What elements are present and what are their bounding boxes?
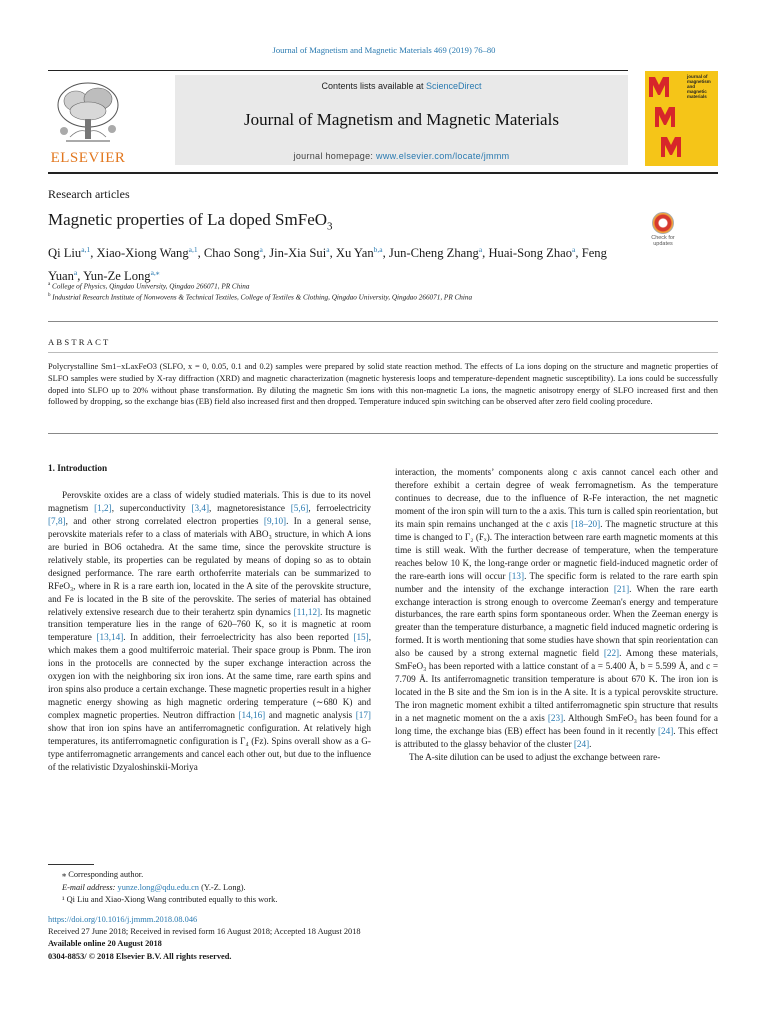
author-separator: , [262,246,270,261]
paper-title [48,210,333,232]
body-text: . Among these materials, SmFeO₃ has been reported with a lattice constant of a = 5.400 Å, b = 5.599 Å, and c = 7.709 Å. Its antiferromagnetic transition temperature is about 670 K. The iron ion is located in the B site and the Sm ion is in the A site. It is a typical perovskite structure. The iron magnetic moment exhibit a tilted antiferromagnetic spin structure that results in a net magnetic moment on the a axis [395,648,718,724]
body-text: interaction, the moments’ components along c axis cannot cancel each other and therefore exhibit a certain degree of weak ferromagnetism. As the temperature continues to decrease, due to the influence of R-Fe interaction, the net magnetic moment of the iron spin will turn to the a axis. This turn is called spin reorientation, but its main spin remains unchanged at the c axis [395,467,718,529]
body-text: and magnetic analysis [265,710,356,721]
reference-link[interactable]: [13,14] [96,632,124,643]
reference-link[interactable]: [23] [547,713,564,724]
reference-link[interactable]: [1,2] [94,502,112,513]
author[interactable] [97,246,198,260]
homepage-link[interactable]: www.elsevier.com/locate/jmmm [376,151,510,161]
abstract-body: Polycrystalline Sm1−xLaxFeO3 (SLFO, x = 0, 0.05, 0.1 and 0.2) samples were prepared by solid state reaction method. The effects of La ions doping on the structure and magnetic properties of SLFO samples were studied by X-ray diffraction (XRD) and magnetic characterization (magnetic hysteresis loops and temperature-dependent magnetic susceptibility). La ions could be successfully doped into SLFO up to 20% without phase transformation. By diluting the magnetic Sm ions with this non-magnetic La ions, the magnetic anisotropy energy of SLFO increased first and then followed by dropping, so the exchange bias (EB) field also increased first and then dropped. Temperature induced spin switching can be observed after zero field cooling procedure. [48,362,718,407]
available-online: Available online 20 August 2018 [48,939,162,949]
reference-link[interactable]: [14,16] [238,710,266,721]
homepage-label: journal homepage: [293,151,377,161]
body-text: , and other strong correlated electron properties [65,515,264,526]
body-text: , magnetoresistance [209,502,291,513]
body-text: . Its magnetic transition temperature lies in the range of 620–760 K, so it is magnetic at room temperature [48,606,371,643]
journal-citation[interactable]: Journal of Magnetism and Magnetic Materials 469 (2019) 76–80 [272,45,496,55]
masthead-bottom-rule [48,172,718,174]
intro-paragraph-1-continued [395,466,718,751]
abstract-top-rule [48,321,718,322]
paper-title-text: Magnetic properties of La doped SmFeO [48,210,328,229]
contents-line [175,81,628,91]
introduction-heading: 1. Introduction [48,463,108,473]
body-text: , superconductivity [111,502,192,513]
crossmark-label: Check for updates [651,235,675,247]
crossmark-icon [652,212,674,234]
abstract-bottom-rule [48,433,718,434]
author[interactable] [48,246,90,260]
body-text: show that iron ion spins have an antiferromagnetic configuration. At relatively high temperatures, its antiferromagnetic configuration is Γ₄ (Fz). Spins overall show as a G-type antiferromagnetic arrangements and cancel each other out, but due to the influence of the relativistic Dzyaloshinskii-Moriya [48,723,371,772]
author[interactable] [389,246,482,260]
reference-link[interactable]: [9,10] [263,515,287,526]
author-affiliation-mark[interactable]: a [326,245,330,254]
reference-link[interactable]: [24] [573,739,590,750]
elsevier-tree-icon [52,79,124,149]
affiliation-b [48,293,728,301]
paper-title-subscript: 3 [327,220,333,233]
check-for-updates-badge[interactable] [645,212,681,250]
abstract-heading: ABSTRACT [48,337,111,347]
author-name: Yun-Ze Long [83,269,151,284]
email-note [48,882,388,895]
masthead [48,73,628,167]
intro-paragraph-2: The A-site dilution can be used to adjust the exchange between rare- [409,751,661,762]
section-label: Research articles [48,187,130,201]
author-name: Qi Liu [48,246,82,261]
reference-link[interactable]: [21] [613,583,630,594]
publication-info [48,914,468,963]
author-affiliation-mark[interactable]: a [478,245,483,254]
reference-link[interactable]: [3,4] [191,502,210,513]
cover-text: journal of magnetism and magnetic materials [687,74,711,99]
contents-prefix: Contents lists available at [321,81,427,91]
body-text: . When the rare earth exchange interaction is strong enough to overcome Zeeman's energy and temperature disturbances, the rare earth spins form spontaneous order. When the Zeeman energy is greater than the temperature disturbance, a magnetic field induced magnetic ordering is formed. It is worth mentioning that some studies have shown that spin reorientation can also be caused by a strong external magnetic field [395,583,718,659]
body-text: . Although SmFeO₃ has been found for a long time, the exchange bias (EB) effect has been found in it recently [395,713,718,737]
author[interactable] [204,246,263,260]
body-text: , which makes them a good multiferroic material. Their space group is Pbnm. The iron ions in the protocells are connected by the super exchange interaction across the oxygen ion with the neighboring six iron ions. At the same time, rare earth spins and iron spins also produce a certain exchange. These magnetic properties result in a higher magnetic energy showing as high magnetic ordering temperature (∼680 K) and complex magnetic properties. Neutron diffraction [48,632,371,721]
author-affiliation-mark[interactable]: a,⁎ [150,268,160,278]
affiliation-mark: a [48,282,51,287]
footnotes [48,869,388,907]
author-name: Jun-Cheng Zhang [388,246,479,261]
copyright-line: 0304-8853/ © 2018 Elsevier B.V. All rights reserved. [48,951,232,961]
email-suffix: (Y.-Z. Long). [198,882,246,892]
author-affiliation-mark[interactable]: a,1 [81,245,91,254]
footnote-rule [48,864,94,865]
intro-paragraph-1 [48,489,371,774]
received-dates: Received 27 June 2018; Received in revised form 16 August 2018; Accepted 18 August 2018 [48,927,361,937]
doi-link[interactable]: https://doi.org/10.1016/j.jmmm.2018.08.046 [48,915,198,924]
reference-link[interactable]: [13] [508,570,525,581]
body-text: . [589,739,592,750]
affiliation-text: Industrial Research Institute of Nonwovens & Technical Textiles, College of Textiles & Clothing, Qingdao University, Qingdao 266071, PR China [52,293,473,302]
reference-link[interactable]: [17] [355,710,371,721]
author-affiliation-mark[interactable]: a [73,268,78,278]
author-name: Xiao-Xiong Wang [96,246,189,261]
body-text: . The magnetic structure at this time is changed to Γ₂ (Fₓ). The interaction between rare earth magnetic moments at this time is still weak. With the further decrease of temperature, when the temperature reaches below 10 K, the long-range order or magnetic field-induced magnetic order of the rare-earth ions will occur [395,518,718,581]
journal-header-band [175,75,628,165]
elsevier-wordmark: ELSEVIER [50,150,126,166]
sciencedirect-link[interactable]: ScienceDirect [426,81,482,91]
author-separator: , [90,246,97,261]
author-name: Xu Yan [335,246,374,261]
reference-link[interactable]: [15] [353,632,369,643]
author-name: Jin-Xia Sui [269,246,327,261]
author[interactable] [269,246,329,260]
email-label: E-mail address: [62,882,118,892]
author[interactable] [488,246,575,260]
author-affiliation-mark[interactable]: a [259,245,263,254]
body-text: . In addition, their ferroelectricity has also been reported [123,632,354,643]
author-list [48,240,618,286]
reference-link[interactable]: [24] [657,726,674,737]
corresponding-author-note: ⁎ Corresponding author. [62,870,144,879]
author-affiliation-mark[interactable]: b,a [373,245,383,254]
author-separator: , [575,246,582,261]
author-affiliation-mark[interactable]: a,1 [188,245,198,254]
body-text: . In a general sense, perovskite materials refer to a class of materials with ABO₃ structure, in which A ions are buried in BO6 octahedra. At the same time, since the perovskite structure is relatively stable, its properties can be regulated by means of doping so as to obtain designed performance. The rare earth orthoferrite materials can be summarized to RFeO₃, where in R is a rare earth ion, located in the A site of the perovskite structure, and Fe is located in the B site of the perovskite. The series of material has obtained relatively extensive research due to their terahertz spin dynamics [48,515,371,617]
author-name: Huai-Song Zhao [488,246,573,261]
author-separator: , [197,246,204,261]
body-column-right [395,466,718,764]
reference-link[interactable]: [5,6] [290,502,309,513]
body-text: Perovskite oxides are a class of widely studied materials. This is due to its novel magnetism [48,489,371,513]
elsevier-logo[interactable] [48,75,128,167]
author-separator: , [382,246,389,261]
email-link[interactable]: yunze.long@qdu.edu.cn [117,882,199,892]
affiliation-text: College of Physics, Qingdao University, Qingdao 266071, PR China [52,282,250,291]
author-affiliation-mark[interactable]: a [572,245,576,254]
affiliation-a [48,282,728,290]
body-column-left [48,462,371,774]
abstract-inner-rule [48,352,718,353]
body-text: . This effect is attributed to the glassy behavior of the cluster [395,726,718,750]
body-text: , ferroelectricity [308,502,371,513]
author[interactable] [336,246,383,260]
masthead-top-rule [48,70,628,71]
author-name: Chao Song [203,246,260,261]
homepage-line [175,151,628,161]
equal-contribution-note: ¹ Qi Liu and Xiao-Xiong Wang contributed equally to this work. [62,895,278,904]
journal-cover-thumbnail[interactable] [645,71,718,166]
author-separator: , [482,246,489,261]
reference-link[interactable]: [11,12] [293,606,321,617]
reference-link[interactable]: [7,8] [48,515,66,526]
reference-link[interactable]: [18–20] [571,518,601,529]
author-separator: , [329,246,336,261]
reference-link[interactable]: [22] [603,648,620,659]
journal-title: Journal of Magnetism and Magnetic Materials [244,110,559,129]
author-name: Feng Yuan [48,246,607,284]
affiliation-mark: b [48,293,51,298]
author-separator: , [77,269,84,284]
body-text: . The specific form is related to the rare earth spin number and the intensity of the exchange interaction [395,570,718,594]
